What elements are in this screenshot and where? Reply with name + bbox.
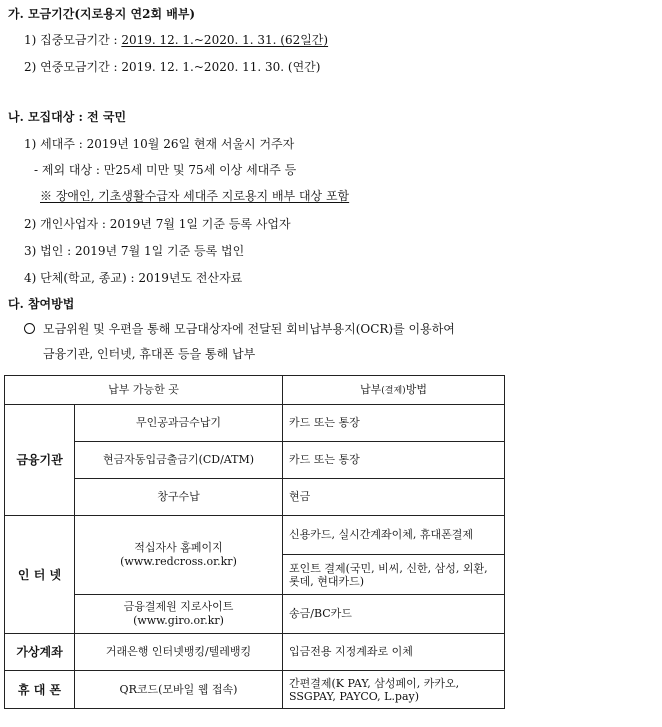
circle-bullet-icon [24,323,35,334]
method-cell: 송금/BC카드 [283,595,505,634]
section-da-title: 다. 참여방법 [8,297,75,311]
target-item-2: 2) 개인사업자 : 2019년 7월 1일 기준 등록 사업자 [24,217,291,231]
table-row [5,405,505,442]
item-prefix: 2) 연중모금기간 : [24,60,122,74]
table-header-row [5,376,505,405]
payment-methods-table [4,375,505,709]
giro-site-name: 금융결제원 지로사이트 [123,600,234,613]
item-value: 2019. 12. 1.~2020. 11. 30. (연간) [121,60,321,74]
item-prefix: 1) 집중모금기간 : [24,33,122,47]
section-ga-title: 가. 모금기간(지로용지 연2회 배부) [8,7,196,21]
table-row [5,442,505,479]
target-item-4: 4) 단체(학교, 종교) : 2019년도 전산자료 [24,271,243,285]
redcross-site-cell [75,516,283,595]
table-row [5,516,505,555]
header-place: 납부 가능한 곳 [5,376,283,405]
participation-bullet-line-2: 금융기관, 인터넷, 휴대폰 등을 통해 납부 [43,347,256,361]
method-cell: 포인트 결제(국민, 비씨, 신한, 삼성, 외환, 롯데, 현대카드) [283,555,505,595]
header-method-c: 방법 [405,382,427,396]
giro-site-url: (www.giro.or.kr) [133,614,224,627]
participation-bullet [24,321,455,337]
item-value: 2019. 12. 1.~2020. 1. 31. (62일간) [121,33,329,47]
place-cell: 창구수납 [75,479,283,516]
table-row [5,595,505,634]
place-cell: 현금자동입금출금기(CD/ATM) [75,442,283,479]
target-exclusion: - 제외 대상 : 만25세 미만 및 75세 이상 세대주 등 [34,163,297,177]
header-method-a: 납부 [360,382,382,396]
place-cell: QR코드(모바일 웹 접속) [75,671,283,709]
redcross-site-name: 적십자사 홈페이지 [134,541,223,554]
redcross-site-url: (www.redcross.or.kr) [120,555,237,568]
target-note: ※ 장애인, 기초생활수급자 세대주 지로용지 배부 대상 포함 [40,189,350,203]
category-virtual-account: 가상계좌 [5,634,75,671]
header-method-b: (결제) [381,385,406,396]
method-cell: 입금전용 지정계좌로 이체 [283,634,505,671]
section-na-title: 나. 모집대상 : 전 국민 [8,110,127,124]
category-finance: 금융기관 [5,405,75,516]
bullet-text-line-1: 모금위원 및 우편을 통해 모금대상자에 전달된 회비납부용지(OCR)를 이용하여 [43,322,455,336]
target-item-1: 1) 세대주 : 2019년 10월 26일 현재 서울시 거주자 [24,137,295,151]
collection-period-item-1 [24,32,328,48]
place-cell: 거래은행 인터넷뱅킹/텔레뱅킹 [75,634,283,671]
method-cell: 현금 [283,479,505,516]
category-phone: 휴 대 폰 [5,671,75,709]
method-cell: 카드 또는 통장 [283,442,505,479]
method-cell: 카드 또는 통장 [283,405,505,442]
table-row [5,479,505,516]
collection-period-item-2 [24,59,320,75]
target-item-3: 3) 법인 : 2019년 7월 1일 기준 등록 법인 [24,244,245,258]
table-row [5,671,505,709]
header-method [283,376,505,405]
category-internet: 인 터 넷 [5,516,75,634]
method-cell: 신용카드, 실시간계좌이체, 휴대폰결제 [283,516,505,555]
method-cell: 간편결제(K PAY, 삼성페이, 카카오, SSGPAY, PAYCO, L.pay) [283,671,505,709]
table-row [5,634,505,671]
place-cell: 무인공과금수납기 [75,405,283,442]
giro-site-cell [75,595,283,634]
